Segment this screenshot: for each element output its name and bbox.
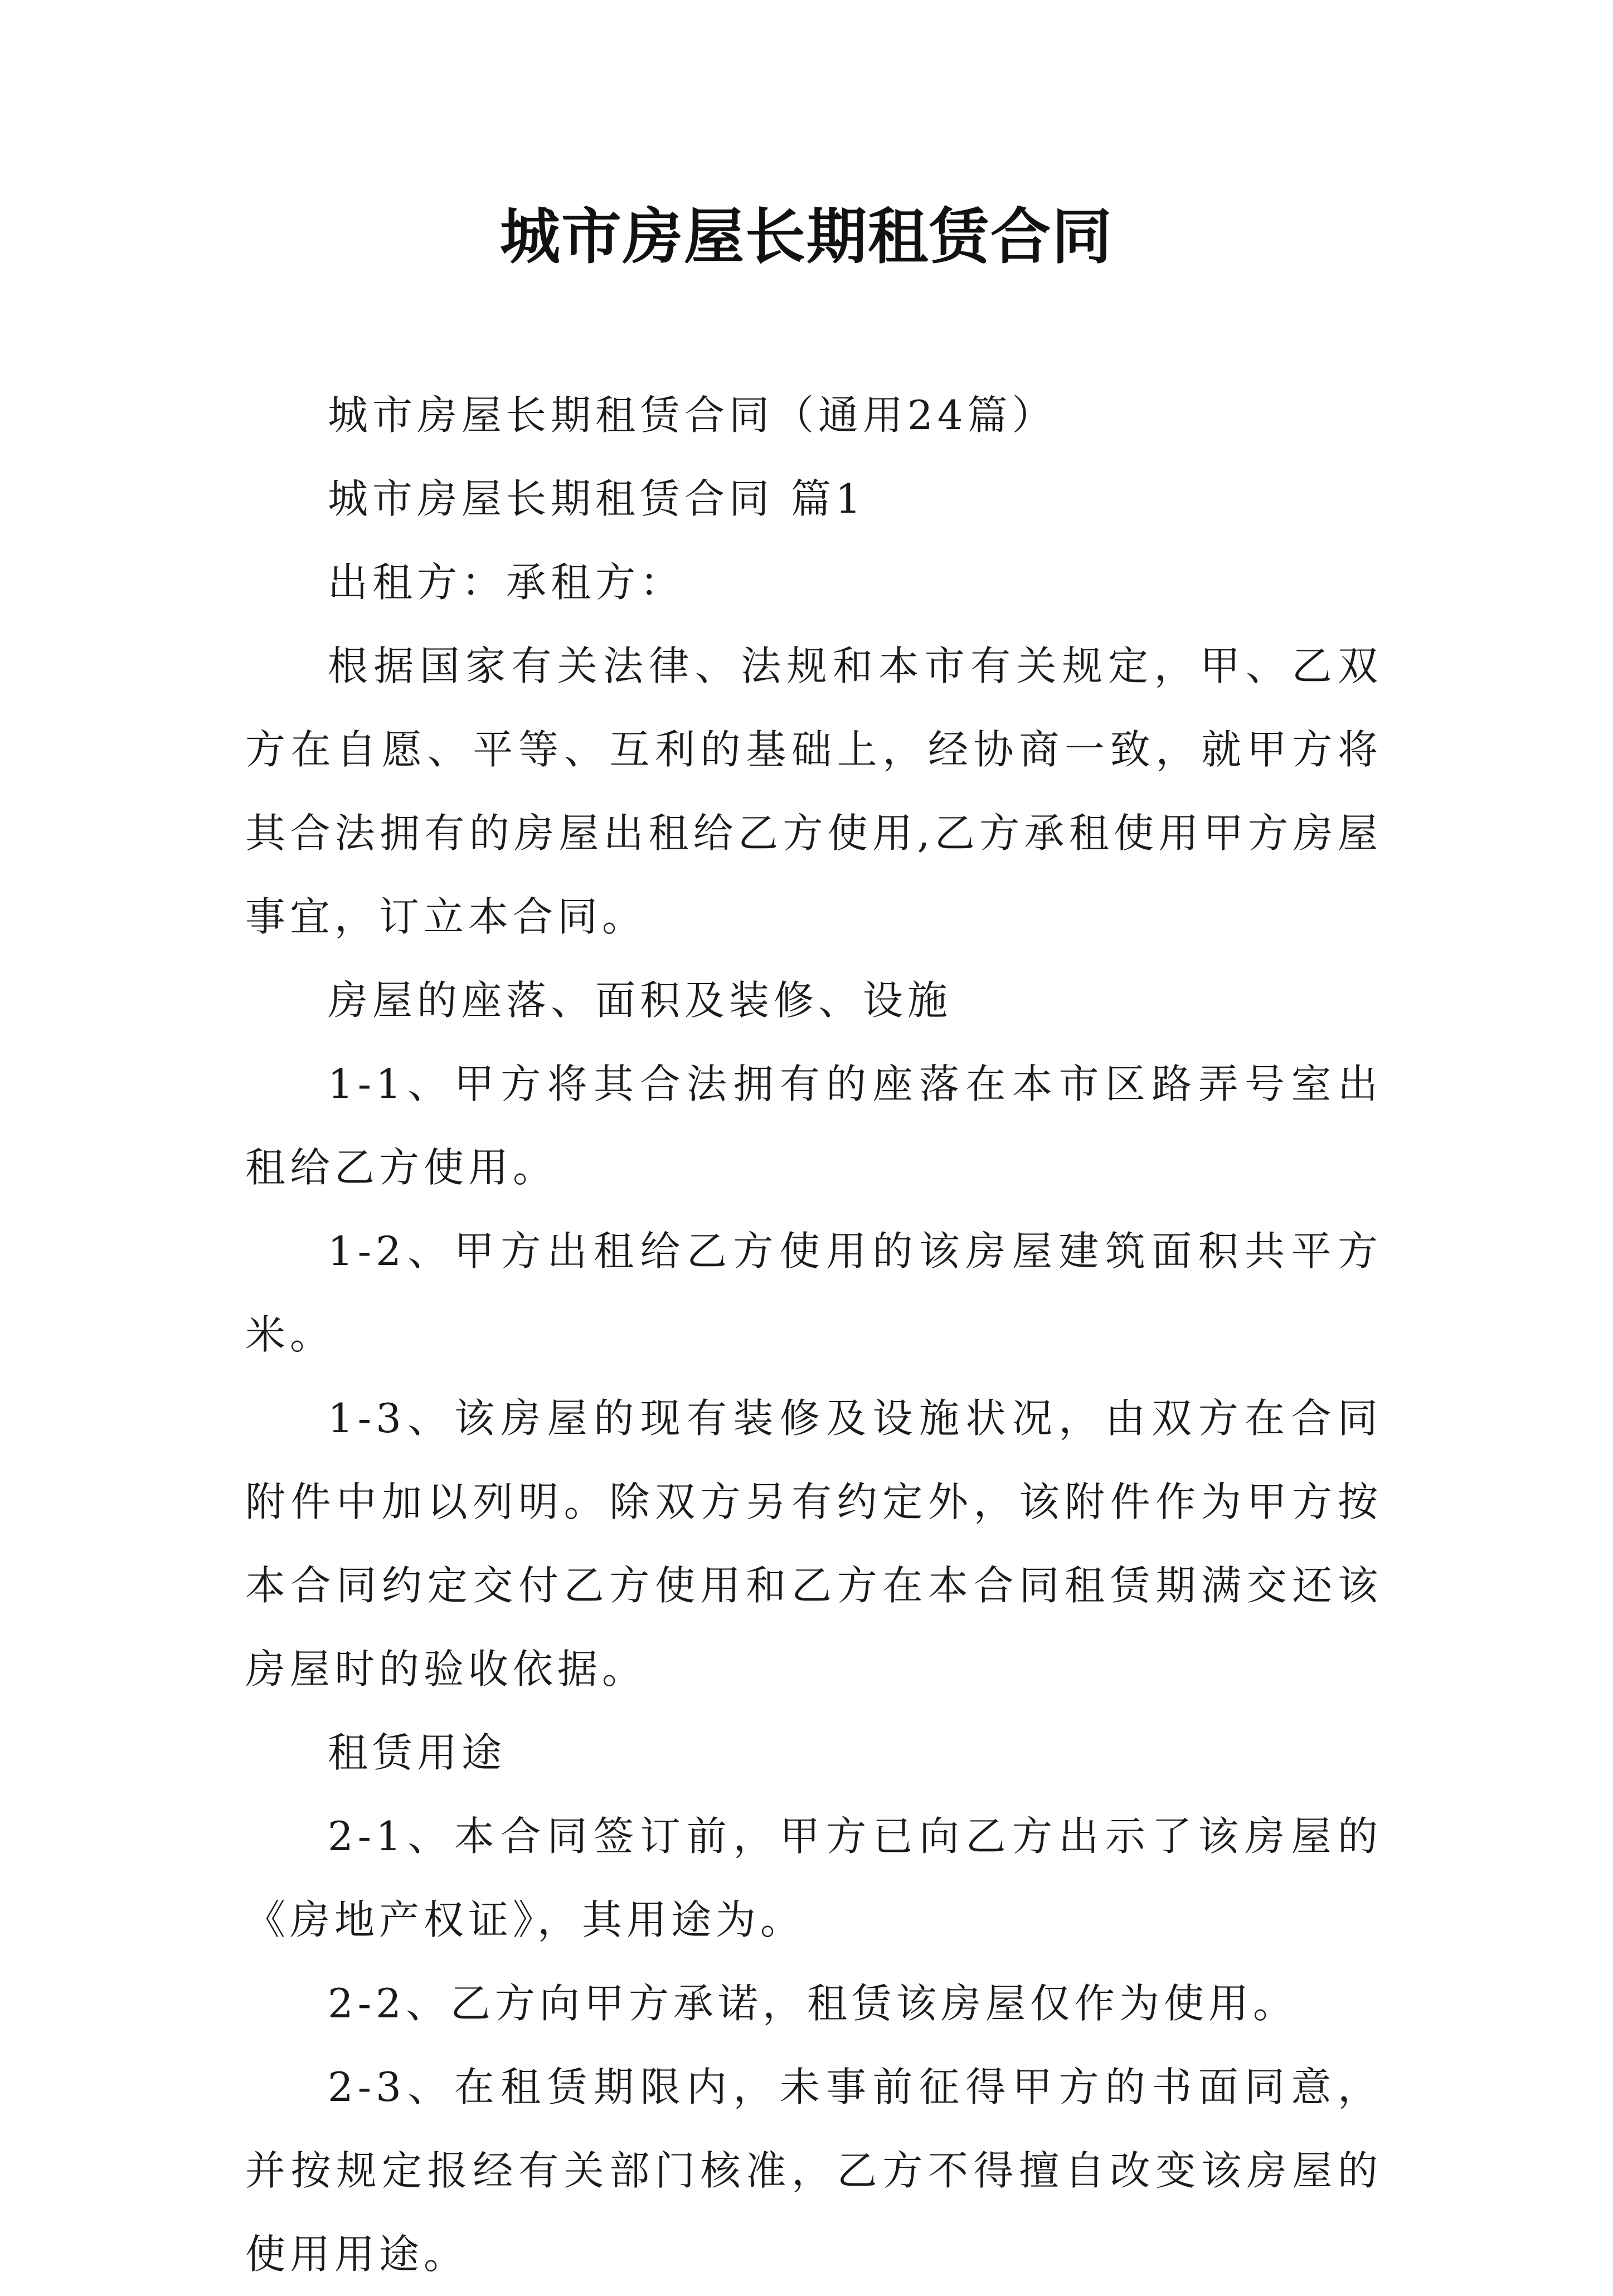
clause-1-2: 1-2、甲方出租给乙方使用的该房屋建筑面积共平方米。 — [245, 1228, 1382, 1358]
document-title: 城市房屋长期租赁合同 — [499, 202, 1113, 272]
clause-1-3: 1-3、该房屋的现有装修及设施状况，由双方在合同附件中加以列明。除双方另有约定外，该附件作为甲方按本合同约定交付乙方使用和乙方在本合同租赁期满交还该房屋时的验收依据。 — [245, 1395, 1382, 1692]
paragraph-preamble: 根据国家有关法律、法规和本市有关规定，甲、乙双方在自愿、平等、互利的基础上，经协商一致，就甲方将其合法拥有的房屋出租给乙方使用,乙方承租使用甲方房屋事宜，订立本合同。 — [245, 643, 1382, 940]
clause-1-1: 1-1、甲方将其合法拥有的座落在本市区路弄号室出租给乙方使用。 — [245, 1061, 1382, 1191]
document-body — [245, 373, 1382, 2296]
paragraph-collection-title: 城市房屋长期租赁合同（通用24篇） — [328, 392, 1057, 439]
section-heading-premises: 房屋的座落、面积及装修、设施 — [328, 977, 953, 1024]
clause-2-3: 2-3、在租赁期限内，未事前征得甲方的书面同意，并按规定报经有关部门核准，乙方不得擅自改变该房屋的使用用途。 — [245, 2064, 1382, 2278]
paragraph-parties: 出租方：承租方： — [328, 559, 685, 606]
section-heading-usage: 租赁用途 — [328, 1729, 507, 1776]
clause-2-1: 2-1、本合同签订前，甲方已向乙方出示了该房屋的《房地产权证》，其用途为。 — [245, 1813, 1382, 1943]
clause-2-2: 2-2、乙方向甲方承诺，租赁该房屋仅作为使用。 — [328, 1980, 1298, 2027]
paragraph-article-heading: 城市房屋长期租赁合同 篇1 — [328, 475, 866, 522]
